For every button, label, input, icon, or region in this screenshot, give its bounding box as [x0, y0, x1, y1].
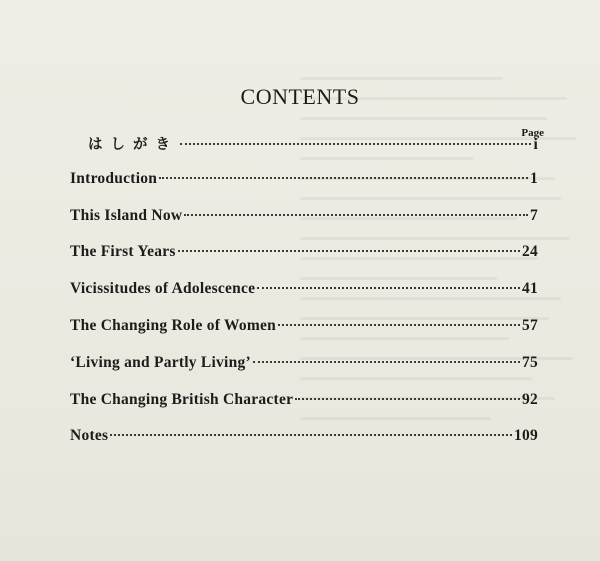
page-column-label: Page [521, 127, 544, 139]
dot-leader [159, 177, 528, 179]
toc-entry-introduction[interactable] [70, 170, 538, 207]
dot-leader [178, 250, 520, 252]
toc-entry-title: Notes [70, 427, 109, 445]
table-of-contents [70, 133, 538, 464]
dot-leader [295, 398, 520, 400]
dot-leader [257, 287, 520, 289]
toc-entry-changing-british-character[interactable] [70, 391, 538, 428]
toc-entry-preface[interactable] [70, 133, 538, 170]
toc-entry-page: 109 [514, 427, 538, 445]
toc-entry-page: 41 [522, 280, 538, 298]
dot-leader [180, 143, 531, 145]
dot-leader [184, 214, 528, 216]
dot-leader [253, 361, 520, 363]
toc-entry-page: i [533, 136, 538, 153]
toc-entry-title: ‘Living and Partly Living’ [70, 353, 251, 371]
toc-entry-changing-role-of-women[interactable] [70, 317, 538, 354]
toc-entry-vicissitudes-of-adolescence[interactable] [70, 280, 538, 317]
toc-entry-title: The Changing Role of Women [70, 316, 277, 334]
toc-entry-page: 75 [522, 353, 538, 371]
toc-entry-the-first-years[interactable] [70, 243, 538, 280]
toc-entry-title: The First Years [70, 243, 176, 261]
toc-entry-notes[interactable] [70, 427, 538, 464]
toc-entry-title: Vicissitudes of Adolescence [70, 280, 256, 298]
toc-entry-page: 7 [530, 206, 538, 224]
toc-entry-title: Introduction [70, 169, 158, 187]
contents-heading: CONTENTS [240, 84, 360, 109]
toc-entry-title: This Island Now [70, 206, 183, 224]
toc-entry-title: The Changing British Character [70, 390, 294, 408]
toc-entry-title: はしがき [88, 137, 178, 153]
toc-entry-page: 57 [522, 316, 538, 334]
toc-entry-page: 1 [530, 169, 538, 187]
toc-entry-living-and-partly-living[interactable] [70, 354, 538, 391]
dot-leader [110, 434, 512, 436]
toc-entry-page: 92 [522, 390, 538, 408]
dot-leader [278, 324, 520, 326]
toc-entry-page: 24 [522, 243, 538, 261]
toc-entry-this-island-now[interactable] [70, 207, 538, 244]
